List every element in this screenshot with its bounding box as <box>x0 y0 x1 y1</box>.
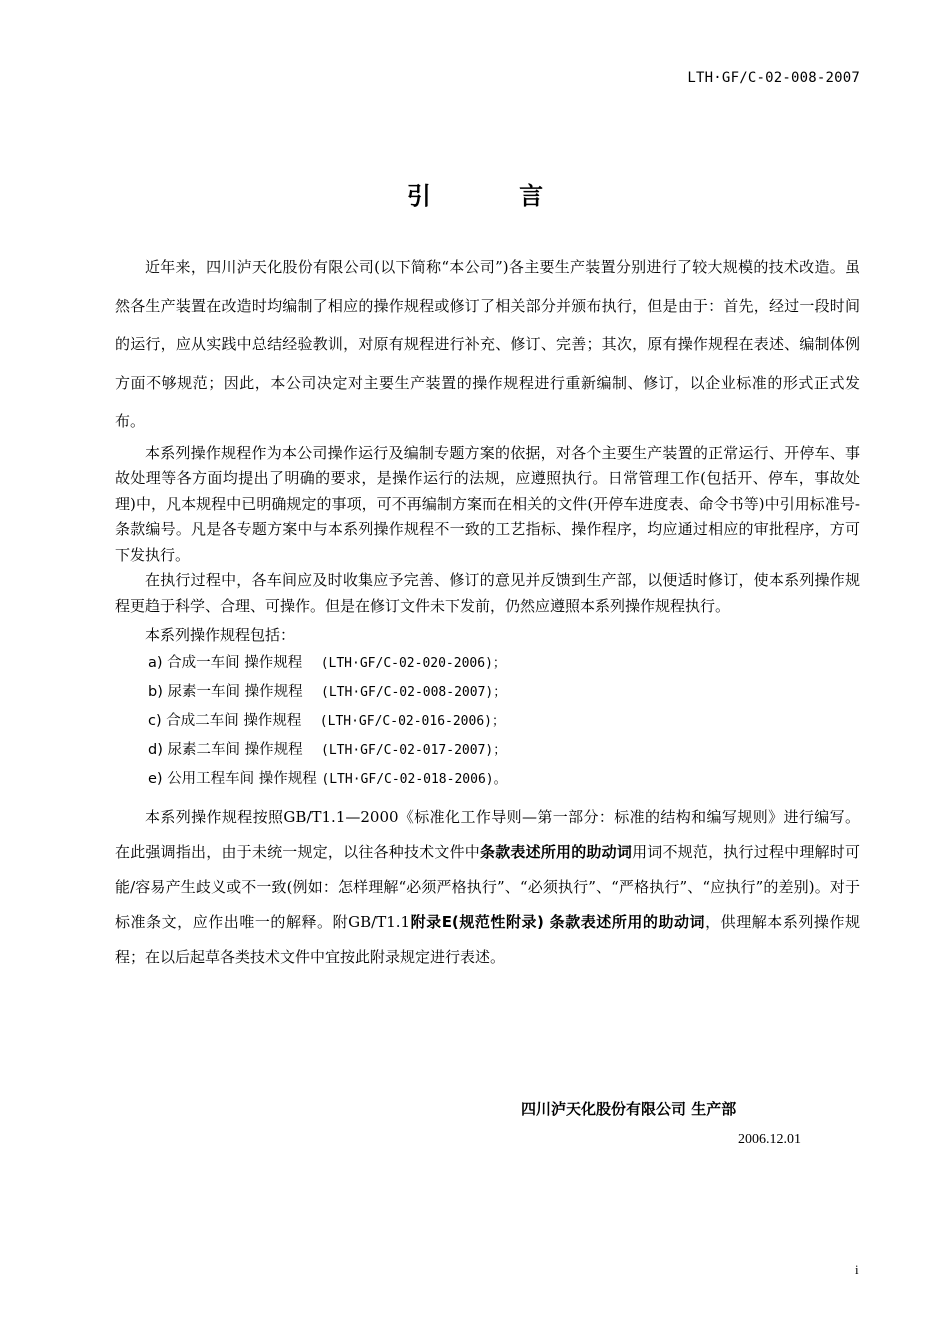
intro-paragraph-2: 本系列操作规程作为本公司操作运行及编制专题方案的依据，对各个主要生产装置的正常运行、开停车、事故处理等各方面均提出了明确的要求，是操作运行的法规，应遵照执行。日常管理工作(包括开、停车，事故处理)中，凡本规程中已明确规定的事项，可不再编制方案而在相关的文件(开停车进度表、命令书等)中引用标准号-条款编号。凡是各专题方案中与本系列操作规程不一致的工艺指标、操作程序，均应通过相应的审批程序，方可下发执行。 <box>115 443 860 564</box>
bold-appendix-ref: 附录E(规范性附录) 条款表述所用的助动词 <box>410 913 706 931</box>
page-number: i <box>855 1262 859 1277</box>
document-body <box>115 248 860 975</box>
list-item: b) 尿素一车间 操作规程 (LTH·GF/C-02-008-2007)； <box>148 684 507 700</box>
list-item: a) 合成一车间 操作规程 (LTH·GF/C-02-020-2006)； <box>148 655 506 671</box>
list-item: e) 公用工程车间 操作规程 (LTH·GF/C-02-018-2006)。 <box>148 771 507 787</box>
list-item: d) 尿素二车间 操作规程 (LTH·GF/C-02-017-2007)； <box>148 742 507 758</box>
page-title: 引 言 <box>406 182 584 210</box>
list-item: c) 合成二车间 操作规程 (LTH·GF/C-02-016-2006)； <box>148 713 505 729</box>
intro-paragraph-1: 近年来，四川泸天化股份有限公司(以下简称“本公司”)各主要生产装置分别进行了较大规模的技术改造。虽然各生产装置在改造时均编制了相应的操作规程或修订了相关部分并颁布执行，但是由于：首先，经过一段时间的运行，应从实践中总结经验教训，对原有规程进行补充、修订、完善；其次，原有操作规程在表述、编制体例方面不够规范；因此，本公司决定对主要生产装置的操作规程进行重新编制、修订，以企业标准的形式正式发布。 <box>115 258 860 430</box>
intro-paragraph-5: 本系列操作规程按照GB/T1.1—2000《标准化工作导则—第一部分：标准的结构和编写规则》进行编写。在此强调指出，由于未统一规定，以往各种技术文件中条款表述所用的助动词用词不规范，执行过程中理解时可能/容易产生歧义或不一致(例如：怎样理解“必须严格执行”、“必须执行”、“严格执行”、“应执行”的差别)。对于标准条文，应作出唯一的解释。附GB/T1.1附录E(规范性附录) 条款表述所用的助动词，供理解本系列操作规程；在以后起草各类技术文件中宜按此附录规定进行表述。 <box>115 808 860 966</box>
list-intro: 本系列操作规程包括： <box>145 626 296 644</box>
signature-org: 四川泸天化股份有限公司 生产部 <box>521 1100 737 1118</box>
bold-term: 条款表述所用的助动词 <box>479 843 633 861</box>
intro-paragraph-3: 在执行过程中，各车间应及时收集应予完善、修订的意见并反馈到生产部，以便适时修订，使本系列操作规程更趋于科学、合理、可操作。但是在修订文件未下发前，仍然应遵照本系列操作规程执行。 <box>115 571 860 615</box>
regulation-list <box>115 649 860 794</box>
signature-date: 2006.12.01 <box>738 1132 801 1147</box>
document-number: LTH·GF/C-02-008-2007 <box>687 70 860 86</box>
